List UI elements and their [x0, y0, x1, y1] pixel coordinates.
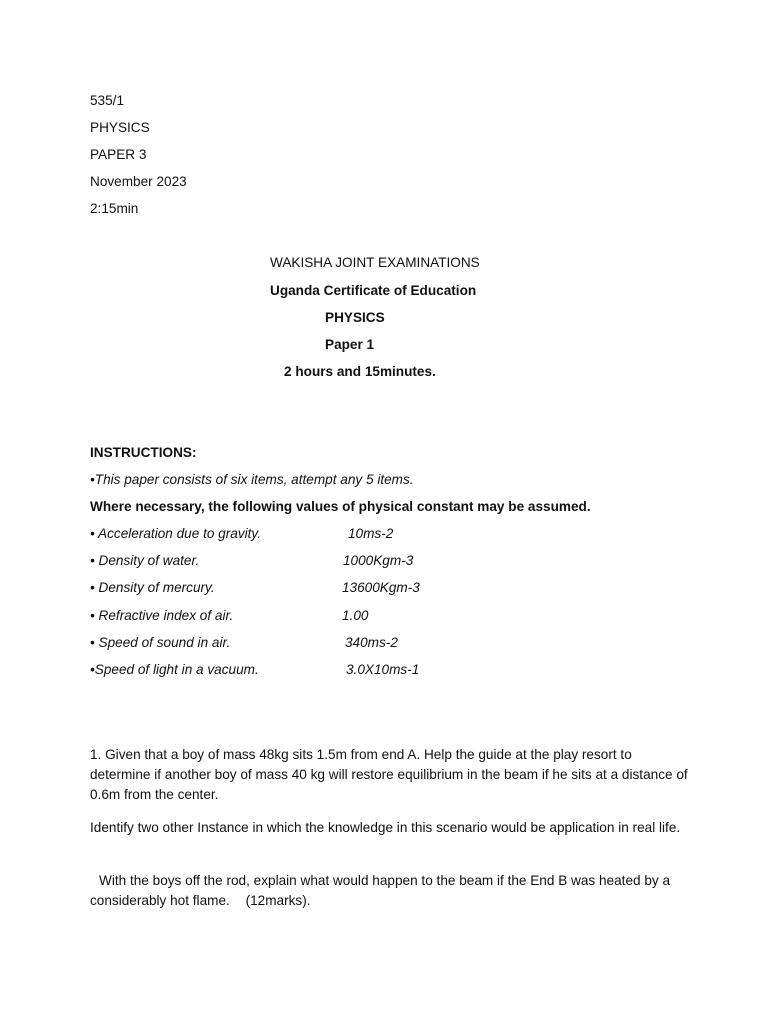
- constant-value: 1000Kgm-3: [343, 553, 414, 568]
- question-1-heating: [90, 871, 690, 911]
- heating-text: With the boys off the rod, explain what would happen to the beam if the End B was heated by a considerably hot flame.: [90, 873, 671, 908]
- constant-name: • Acceleration due to gravity.: [90, 526, 261, 541]
- paper-title: Paper 1: [325, 337, 375, 352]
- marks-label: (12marks).: [245, 893, 311, 908]
- header-date: November 2023: [90, 174, 187, 189]
- constant-name: •Speed of light in a vacuum.: [90, 662, 259, 677]
- time-allowed: 2 hours and 15minutes.: [284, 364, 436, 379]
- header-duration: 2:15min: [90, 201, 139, 216]
- constant-value: 1.00: [342, 608, 369, 623]
- constant-value: 3.0X10ms-1: [346, 662, 420, 677]
- constant-name: • Density of water.: [90, 553, 200, 568]
- question-1-text: 1. Given that a boy of mass 48kg sits 1.5m from end A. Help the guide at the play resort to determine if another boy of mass 40 kg will restore equilibrium in the beam if he sits at a distance of 0.6m from the center.: [90, 747, 688, 802]
- constants-intro: Where necessary, the following values of physical constant may be assumed.: [90, 499, 591, 514]
- items-note: •This paper consists of six items, attempt any 5 items.: [90, 472, 414, 487]
- constant-value: 340ms-2: [345, 635, 398, 650]
- certificate-title: Uganda Certificate of Education: [270, 283, 477, 298]
- paper-code: 535/1: [90, 93, 125, 108]
- constant-name: • Density of mercury.: [90, 580, 215, 595]
- constant-name: • Speed of sound in air.: [90, 635, 231, 650]
- subject-title: PHYSICS: [325, 310, 385, 325]
- constant-name: • Refractive index of air.: [90, 608, 234, 623]
- question-1-application: Identify two other Instance in which the knowledge in this scenario would be application in real life.: [90, 820, 681, 835]
- header-paper: PAPER 3: [90, 147, 147, 162]
- header-subject: PHYSICS: [90, 120, 150, 135]
- constant-value: 10ms-2: [348, 526, 394, 541]
- instructions-heading: INSTRUCTIONS:: [90, 445, 197, 460]
- constant-value: 13600Kgm-3: [342, 580, 420, 595]
- exam-board-title: WAKISHA JOINT EXAMINATIONS: [270, 255, 480, 270]
